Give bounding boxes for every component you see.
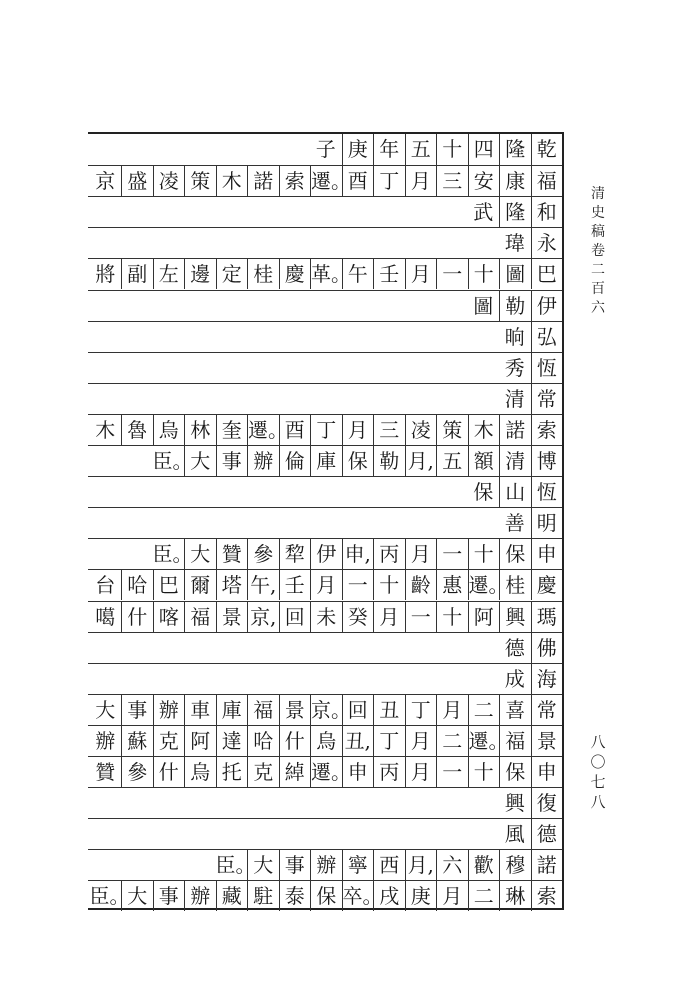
table-cell: 一 — [405, 602, 437, 632]
table-cell: 午 — [342, 259, 374, 289]
table-cell: 二 — [468, 881, 500, 911]
table-row — [88, 569, 562, 600]
table-row — [88, 383, 562, 414]
table-cell: 三 — [373, 415, 405, 445]
table-cell: 凌 — [153, 166, 185, 196]
table-cell: 丑 — [373, 695, 405, 725]
table-cell: 伊 — [310, 539, 342, 569]
table-cell: 恆 — [531, 353, 563, 383]
table-row — [88, 756, 562, 787]
table-row — [88, 227, 562, 258]
table-cell: 事 — [121, 695, 153, 725]
table-cell: 臣。 — [152, 449, 193, 473]
table-cell: 達 — [216, 726, 248, 756]
table-cell: 臣。 — [215, 853, 256, 878]
table-cell: 辦 — [184, 881, 216, 911]
table-cell: 二 — [468, 695, 500, 725]
table-cell: 伊 — [531, 291, 563, 321]
table-cell: 遷。 — [310, 166, 342, 196]
table-cell: 塔 — [216, 570, 248, 600]
table-cell: 哈 — [247, 726, 279, 756]
table-cell: 喀 — [153, 602, 185, 632]
table-cell: 壬 — [373, 259, 405, 289]
table-cell: 策 — [436, 415, 468, 445]
table-cell: 蘇 — [121, 726, 153, 756]
table-cell: 木 — [468, 415, 500, 445]
table-cell: 申 — [531, 539, 563, 569]
table-cell: 申 — [531, 757, 563, 787]
table-cell: 京 — [95, 169, 116, 194]
side-label: 清 史 稿 卷 二 百 六 — [591, 186, 605, 316]
table-cell: 十 — [468, 259, 500, 289]
official-table — [88, 132, 564, 910]
table-cell: 庚 — [342, 134, 374, 165]
table-cell: 丁 — [405, 695, 437, 725]
table-cell: 月 — [373, 602, 405, 632]
table-cell: 臣。 — [152, 542, 193, 567]
table-cell: 月 — [310, 570, 342, 600]
table-cell: 月, — [405, 850, 437, 880]
table-cell: 遷。 — [247, 415, 279, 445]
table-cell: 贊 — [216, 539, 248, 569]
table-cell: 隆 — [499, 134, 531, 165]
table-row — [88, 507, 562, 538]
table-row — [88, 258, 562, 289]
table-cell: 京。 — [310, 695, 342, 725]
table-cell: 諾 — [499, 415, 531, 445]
table-cell: 回 — [279, 602, 311, 632]
table-cell: 大 — [247, 850, 279, 880]
table-cell: 瑪 — [531, 602, 563, 632]
table-cell: 喜 — [499, 695, 531, 725]
table-cell: 興 — [499, 602, 531, 632]
table-cell: 月 — [436, 695, 468, 725]
table-row — [88, 725, 562, 756]
table-cell: 遷。 — [468, 570, 500, 600]
table-cell: 什 — [279, 726, 311, 756]
table-cell: 噶 — [95, 604, 116, 629]
table-row — [88, 414, 562, 445]
table-cell: 和 — [531, 197, 563, 227]
table-cell: 景 — [279, 695, 311, 725]
table-cell: 回 — [342, 695, 374, 725]
table-cell: 倫 — [279, 446, 311, 476]
table-cell: 魯 — [121, 415, 153, 445]
table-cell: 左 — [153, 259, 185, 289]
table-cell: 十 — [436, 602, 468, 632]
table-cell: 海 — [531, 664, 563, 694]
table-cell: 午, — [247, 570, 279, 600]
table-cell: 事 — [153, 881, 185, 911]
table-row — [88, 134, 562, 165]
table-cell: 明 — [531, 508, 563, 538]
table-row — [88, 165, 562, 196]
table-cell: 台 — [95, 573, 116, 598]
table-cell: 車 — [184, 695, 216, 725]
table-cell: 乾 — [531, 134, 563, 165]
table-cell: 丑, — [342, 726, 374, 756]
table-cell: 綽 — [279, 757, 311, 787]
table-cell: 托 — [216, 757, 248, 787]
table-cell: 革。 — [310, 259, 342, 289]
table-cell: 臣。 — [89, 884, 130, 909]
page-number: 八 〇 七 八 — [590, 733, 606, 811]
table-row — [88, 880, 562, 911]
table-row — [88, 818, 562, 849]
table-cell: 一 — [436, 259, 468, 289]
table-cell: 索 — [531, 415, 563, 445]
table-cell: 佛 — [531, 633, 563, 663]
table-cell: 景 — [531, 726, 563, 756]
table-cell: 月 — [436, 881, 468, 911]
table-cell: 瑋 — [504, 231, 525, 256]
table-cell: 諾 — [247, 166, 279, 196]
table-cell: 烏 — [153, 415, 185, 445]
table-cell: 大 — [121, 881, 153, 911]
table-cell: 惠 — [436, 570, 468, 600]
table-cell: 哈 — [121, 570, 153, 600]
table-row — [88, 787, 562, 818]
table-cell: 秀 — [504, 355, 525, 380]
table-cell: 年 — [373, 134, 405, 165]
table-cell: 月 — [405, 166, 437, 196]
table-row — [88, 663, 562, 694]
table-cell: 二 — [436, 726, 468, 756]
table-cell: 清 — [499, 446, 531, 476]
table-cell: 凌 — [405, 415, 437, 445]
table-cell: 木 — [216, 166, 248, 196]
table-cell: 索 — [531, 881, 563, 911]
table-cell: 辦 — [95, 728, 116, 753]
table-cell: 大 — [184, 539, 216, 569]
table-cell: 泰 — [279, 881, 311, 911]
table-cell: 安 — [468, 166, 500, 196]
table-cell: 阿 — [468, 602, 500, 632]
table-cell: 庚 — [405, 881, 437, 911]
table-cell: 弘 — [531, 322, 563, 352]
table-cell: 子 — [315, 137, 336, 161]
table-cell: 遷。 — [468, 726, 500, 756]
table-cell: 西 — [373, 850, 405, 880]
table-cell: 慶 — [531, 570, 563, 600]
table-cell: 福 — [184, 602, 216, 632]
table-cell: 晌 — [504, 324, 525, 349]
table-cell: 勒 — [499, 291, 531, 321]
table-cell: 事 — [216, 446, 248, 476]
table-cell: 辦 — [153, 695, 185, 725]
table-cell: 遷。 — [310, 757, 342, 787]
table-cell: 保 — [473, 480, 494, 505]
table-cell: 勒 — [373, 446, 405, 476]
table-cell: 月 — [405, 726, 437, 756]
table-cell: 慶 — [279, 259, 311, 289]
table-cell: 德 — [531, 819, 563, 849]
table-cell: 景 — [216, 602, 248, 632]
table-cell: 克 — [153, 726, 185, 756]
table-cell: 辦 — [310, 850, 342, 880]
table-cell: 卒。 — [342, 881, 374, 911]
table-cell: 戌 — [373, 881, 405, 911]
table-cell: 未 — [310, 602, 342, 632]
table-cell: 癸 — [342, 602, 374, 632]
table-cell: 保 — [342, 446, 374, 476]
table-cell: 將 — [95, 262, 116, 287]
table-cell: 月, — [405, 446, 437, 476]
table-row — [88, 290, 562, 321]
table-row — [88, 445, 562, 476]
table-cell: 盛 — [121, 166, 153, 196]
table-cell: 申 — [342, 757, 374, 787]
table-cell: 諾 — [531, 850, 563, 880]
table-row — [88, 352, 562, 383]
table-row — [88, 321, 562, 352]
table-cell: 清 — [504, 386, 525, 411]
table-cell: 福 — [531, 166, 563, 196]
table-row — [88, 849, 562, 880]
table-cell: 酉 — [342, 166, 374, 196]
table-cell: 木 — [95, 417, 116, 442]
table-cell: 林 — [184, 415, 216, 445]
table-cell: 歡 — [468, 850, 500, 880]
table-cell: 五 — [405, 134, 437, 165]
table-cell: 十 — [373, 570, 405, 600]
table-cell: 十 — [468, 539, 500, 569]
table-cell: 巴 — [153, 570, 185, 600]
table-cell: 月 — [405, 259, 437, 289]
table-cell: 穆 — [499, 850, 531, 880]
table-cell: 圖 — [473, 293, 494, 318]
table-cell: 四 — [468, 134, 500, 165]
table-cell: 酉 — [279, 415, 311, 445]
table-cell: 十 — [468, 757, 500, 787]
table-cell: 常 — [531, 695, 563, 725]
table-cell: 善 — [504, 511, 525, 536]
table-cell: 策 — [184, 166, 216, 196]
table-cell: 丁 — [310, 415, 342, 445]
table-cell: 圖 — [499, 259, 531, 289]
table-cell: 克 — [247, 757, 279, 787]
table-cell: 爾 — [184, 570, 216, 600]
table-cell: 邊 — [184, 259, 216, 289]
table-cell: 參 — [121, 757, 153, 787]
table-cell: 索 — [279, 166, 311, 196]
table-cell: 興 — [504, 791, 525, 816]
table-cell: 月 — [405, 539, 437, 569]
table-cell: 庫 — [216, 695, 248, 725]
table-cell: 十 — [436, 134, 468, 165]
table-cell: 申, — [342, 539, 374, 569]
table-cell: 一 — [436, 757, 468, 787]
table-cell: 月 — [342, 415, 374, 445]
table-cell: 丙 — [373, 757, 405, 787]
table-row — [88, 476, 562, 507]
table-cell: 齡 — [405, 570, 437, 600]
table-row — [88, 196, 562, 227]
table-cell: 丁 — [373, 726, 405, 756]
table-cell: 副 — [121, 259, 153, 289]
table-cell: 壬 — [279, 570, 311, 600]
table-cell: 巴 — [531, 259, 563, 289]
table-cell: 大 — [95, 697, 116, 722]
table-cell: 成 — [504, 666, 525, 691]
table-cell: 五 — [436, 446, 468, 476]
table-row — [88, 538, 562, 569]
table-cell: 博 — [531, 446, 563, 476]
table-cell: 什 — [121, 602, 153, 632]
table-cell: 康 — [499, 166, 531, 196]
table-cell: 奎 — [216, 415, 248, 445]
table-cell: 琳 — [499, 881, 531, 911]
table-cell: 烏 — [310, 726, 342, 756]
table-cell: 武 — [473, 200, 494, 225]
table-cell: 永 — [531, 228, 563, 258]
table-cell: 辦 — [247, 446, 279, 476]
table-cell: 風 — [504, 822, 525, 847]
table-cell: 駐 — [247, 881, 279, 911]
table-row — [88, 632, 562, 663]
table-cell: 藏 — [216, 881, 248, 911]
table-cell: 常 — [531, 384, 563, 414]
table-cell: 保 — [499, 539, 531, 569]
table-cell: 京, — [247, 602, 279, 632]
table-cell: 參 — [247, 539, 279, 569]
table-cell: 三 — [436, 166, 468, 196]
table-cell: 寧 — [342, 850, 374, 880]
table-cell: 庫 — [310, 446, 342, 476]
table-cell: 丁 — [373, 166, 405, 196]
table-cell: 一 — [436, 539, 468, 569]
table-cell: 定 — [216, 259, 248, 289]
table-cell: 月 — [405, 757, 437, 787]
table-cell: 一 — [342, 570, 374, 600]
table-cell: 事 — [279, 850, 311, 880]
table-row — [88, 601, 562, 632]
table-cell: 丙 — [373, 539, 405, 569]
table-row — [88, 694, 562, 725]
table-cell: 桂 — [499, 570, 531, 600]
table-cell: 六 — [436, 850, 468, 880]
table-cell: 保 — [310, 881, 342, 911]
table-cell: 福 — [499, 726, 531, 756]
table-cell: 烏 — [184, 757, 216, 787]
table-cell: 恆 — [531, 477, 563, 507]
table-cell: 福 — [247, 695, 279, 725]
table-cell: 復 — [531, 788, 563, 818]
table-cell: 德 — [504, 635, 525, 660]
table-cell: 保 — [499, 757, 531, 787]
table-cell: 阿 — [184, 726, 216, 756]
table-cell: 桂 — [247, 259, 279, 289]
table-cell: 大 — [184, 446, 216, 476]
table-cell: 隆 — [499, 197, 531, 227]
table-cell: 犂 — [279, 539, 311, 569]
table-cell: 贊 — [95, 760, 116, 784]
table-cell: 什 — [153, 757, 185, 787]
table-cell: 山 — [499, 477, 531, 507]
table-cell: 額 — [468, 446, 500, 476]
